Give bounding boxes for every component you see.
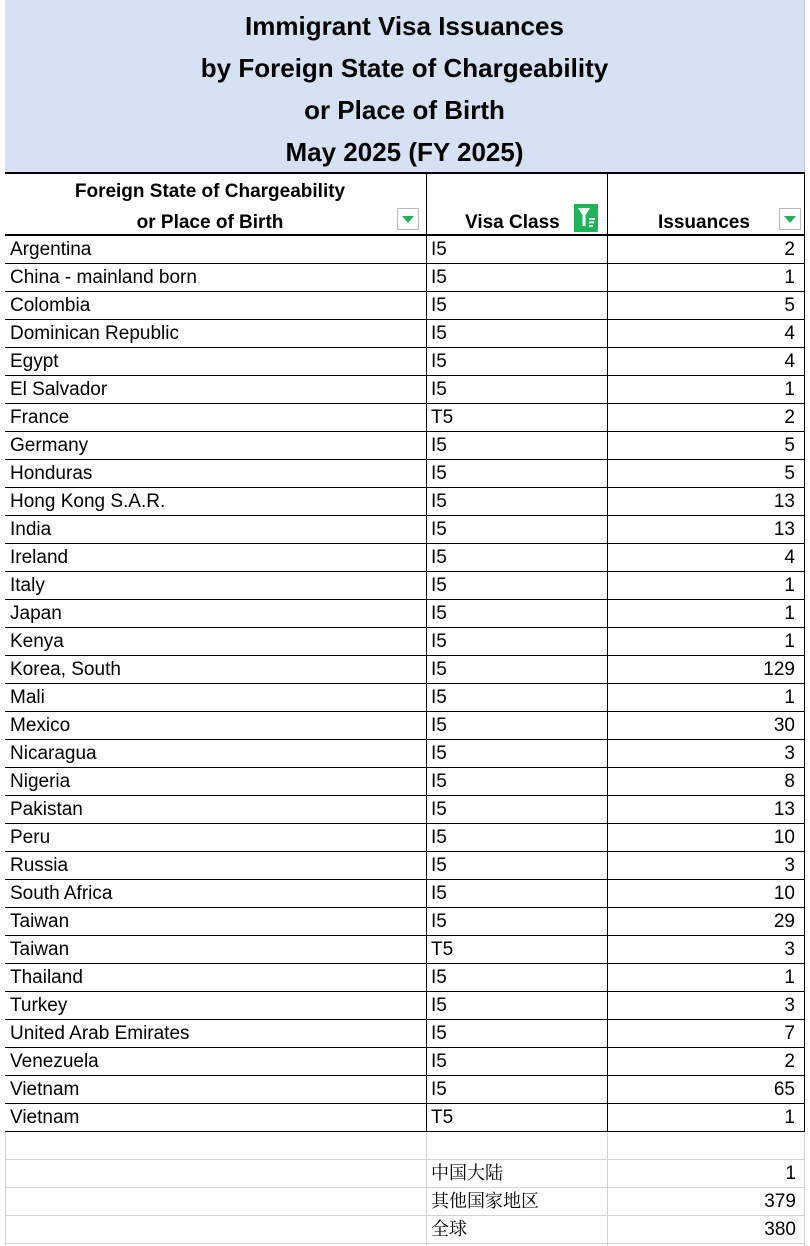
table-row[interactable] <box>5 740 805 768</box>
visa-class-cell[interactable]: I5 <box>426 236 607 263</box>
table-row[interactable] <box>5 236 805 264</box>
issuances-cell[interactable]: 1 <box>607 1104 805 1131</box>
visa-class-cell[interactable]: I5 <box>426 824 607 851</box>
visa-class-cell[interactable]: I5 <box>426 460 607 487</box>
visa-class-cell[interactable]: I5 <box>426 628 607 655</box>
header-issuances-label: Issuances <box>658 212 750 233</box>
visa-class-cell[interactable]: I5 <box>426 768 607 795</box>
issuances-cell[interactable]: 5 <box>607 432 805 459</box>
visa-class-cell[interactable]: I5 <box>426 684 607 711</box>
visa-class-cell[interactable]: I5 <box>426 376 607 403</box>
visa-class-cell[interactable]: I5 <box>426 292 607 319</box>
country-cell[interactable]: Nicaragua <box>10 743 97 764</box>
country-cell[interactable]: Vietnam <box>10 1107 80 1128</box>
country-cell[interactable]: Turkey <box>10 995 68 1016</box>
country-cell[interactable]: France <box>10 407 70 428</box>
visa-class-cell[interactable]: I5 <box>426 488 607 515</box>
visa-class-cell[interactable]: I5 <box>426 964 607 991</box>
issuances-cell[interactable]: 4 <box>607 348 805 375</box>
sheet-title <box>5 0 805 172</box>
table-row[interactable] <box>5 376 805 404</box>
country-cell[interactable]: Egypt <box>10 351 59 372</box>
table-row[interactable] <box>5 880 805 908</box>
header-visa-class-label: Visa Class <box>465 212 560 233</box>
table-row[interactable] <box>5 852 805 880</box>
summary-label: 全球 <box>431 1219 467 1240</box>
summary-value: 380 <box>764 1219 796 1240</box>
visa-class-cell[interactable]: I5 <box>426 852 607 879</box>
country-cell[interactable]: Peru <box>10 827 51 848</box>
country-cell[interactable]: Germany <box>10 435 89 456</box>
country-cell[interactable]: Vietnam <box>10 1079 80 1100</box>
issuances-cell[interactable]: 29 <box>607 908 805 935</box>
visa-class-cell[interactable]: I5 <box>426 572 607 599</box>
issuances-cell[interactable]: 1 <box>607 264 805 291</box>
table-row[interactable] <box>5 460 805 488</box>
title-line-2: by Foreign State of Chargeability <box>200 53 609 83</box>
issuances-cell[interactable]: 2 <box>607 236 805 263</box>
visa-class-cell[interactable]: T5 <box>426 1104 607 1131</box>
table-row[interactable] <box>5 964 805 992</box>
table-row[interactable] <box>5 264 805 292</box>
table-row[interactable] <box>5 628 805 656</box>
issuances-cell[interactable]: 1 <box>607 572 805 599</box>
summary-label: 中国大陆 <box>431 1163 503 1184</box>
visa-class-cell[interactable]: I5 <box>426 740 607 767</box>
visa-class-cell[interactable]: I5 <box>426 908 607 935</box>
issuances-cell[interactable]: 65 <box>607 1076 805 1103</box>
issuances-cell[interactable]: 7 <box>607 1020 805 1047</box>
filter-icon <box>574 204 598 232</box>
table-row[interactable] <box>5 404 805 432</box>
issuances-cell[interactable]: 3 <box>607 992 805 1019</box>
country-cell[interactable]: Honduras <box>10 463 93 484</box>
issuances-cell[interactable]: 13 <box>607 516 805 543</box>
chevron-down-icon <box>784 216 796 223</box>
visa-class-cell[interactable]: I5 <box>426 1020 607 1047</box>
summary-value: 1 <box>785 1163 796 1184</box>
table-row[interactable] <box>5 768 805 796</box>
summary-row-other-regions[interactable] <box>5 1188 805 1216</box>
table-row[interactable] <box>5 572 805 600</box>
table-row[interactable] <box>5 992 805 1020</box>
table-row[interactable] <box>5 1020 805 1048</box>
country-filter-dropdown[interactable] <box>397 208 419 230</box>
issuances-cell[interactable]: 30 <box>607 712 805 739</box>
header-country-line1: Foreign State of Chargeability <box>74 181 346 202</box>
country-cell[interactable]: Dominican Republic <box>10 323 179 344</box>
issuances-cell[interactable]: 1 <box>607 964 805 991</box>
visa-class-cell[interactable]: I5 <box>426 432 607 459</box>
visa-class-cell[interactable]: I5 <box>426 348 607 375</box>
country-cell[interactable]: Colombia <box>10 295 91 316</box>
table-row[interactable] <box>5 1104 805 1132</box>
issuances-cell[interactable]: 2 <box>607 1048 805 1075</box>
header-country[interactable] <box>5 174 426 234</box>
issuances-cell[interactable]: 10 <box>607 880 805 907</box>
country-cell[interactable]: Mexico <box>10 715 71 736</box>
table-row[interactable] <box>5 824 805 852</box>
visa-class-cell[interactable]: I5 <box>426 320 607 347</box>
issuances-cell[interactable]: 1 <box>607 628 805 655</box>
header-visa-class[interactable] <box>426 174 607 234</box>
visa-class-cell[interactable]: I5 <box>426 796 607 823</box>
summary-row-global[interactable] <box>5 1216 805 1244</box>
issuances-cell[interactable]: 3 <box>607 936 805 963</box>
issuances-cell[interactable]: 129 <box>607 656 805 683</box>
chevron-down-icon <box>402 216 414 223</box>
table-row[interactable] <box>5 908 805 936</box>
title-line-1: Immigrant Visa Issuances <box>245 11 564 41</box>
header-country-line2: or Place of Birth <box>136 212 284 233</box>
visa-class-cell[interactable]: I5 <box>426 992 607 1019</box>
table-row[interactable] <box>5 656 805 684</box>
table-row[interactable] <box>5 684 805 712</box>
summary-row-mainland-china[interactable] <box>5 1160 805 1188</box>
country-cell[interactable]: India <box>10 519 52 540</box>
table-row[interactable] <box>5 1076 805 1104</box>
country-cell[interactable]: Kenya <box>10 631 64 652</box>
summary-value: 379 <box>764 1191 796 1212</box>
table-row[interactable] <box>5 432 805 460</box>
country-cell[interactable]: United Arab Emirates <box>10 1023 190 1044</box>
country-cell[interactable]: Hong Kong S.A.R. <box>10 491 166 512</box>
country-cell[interactable]: Thailand <box>10 967 83 988</box>
country-cell[interactable]: Taiwan <box>10 911 70 932</box>
issuances-cell[interactable]: 1 <box>607 684 805 711</box>
visa-class-cell[interactable]: I5 <box>426 880 607 907</box>
table-row[interactable] <box>5 516 805 544</box>
issuances-cell[interactable]: 13 <box>607 796 805 823</box>
country-cell[interactable]: El Salvador <box>10 379 108 400</box>
issuances-cell[interactable]: 5 <box>607 292 805 319</box>
country-cell[interactable]: Korea, South <box>10 659 121 680</box>
country-cell[interactable]: Nigeria <box>10 771 71 792</box>
table-row[interactable] <box>5 488 805 516</box>
table-row[interactable] <box>5 292 805 320</box>
country-cell[interactable]: Japan <box>10 603 62 624</box>
visa-class-cell[interactable]: I5 <box>426 516 607 543</box>
issuances-cell[interactable]: 13 <box>607 488 805 515</box>
column-header-row <box>5 172 805 236</box>
visa-class-filter-button[interactable] <box>574 204 598 232</box>
issuances-cell[interactable]: 1 <box>607 376 805 403</box>
visa-class-cell[interactable]: I5 <box>426 712 607 739</box>
visa-class-cell[interactable]: I5 <box>426 544 607 571</box>
visa-class-cell[interactable]: I5 <box>426 264 607 291</box>
country-cell[interactable]: Taiwan <box>10 939 70 960</box>
table-row[interactable] <box>5 936 805 964</box>
table-row[interactable] <box>5 1048 805 1076</box>
visa-class-cell[interactable]: I5 <box>426 1076 607 1103</box>
issuances-cell[interactable]: 3 <box>607 852 805 879</box>
issuances-cell[interactable]: 4 <box>607 544 805 571</box>
issuances-cell[interactable]: 3 <box>607 740 805 767</box>
title-line-4: May 2025 (FY 2025) <box>285 137 524 167</box>
summary-label: 其他国家地区 <box>431 1191 539 1212</box>
country-cell[interactable]: Venezuela <box>10 1051 99 1072</box>
table-row[interactable] <box>5 348 805 376</box>
visa-class-cell[interactable]: I5 <box>426 1048 607 1075</box>
issuances-cell[interactable]: 5 <box>607 460 805 487</box>
header-issuances[interactable] <box>607 174 805 234</box>
issuances-cell[interactable]: 8 <box>607 768 805 795</box>
issuances-cell[interactable]: 10 <box>607 824 805 851</box>
table-row[interactable] <box>5 544 805 572</box>
country-cell[interactable]: Italy <box>10 575 45 596</box>
issuances-cell[interactable]: 2 <box>607 404 805 431</box>
issuances-cell[interactable]: 4 <box>607 320 805 347</box>
visa-class-cell[interactable]: I5 <box>426 600 607 627</box>
visa-class-cell[interactable]: T5 <box>426 404 607 431</box>
visa-class-cell[interactable]: I5 <box>426 656 607 683</box>
visa-class-cell[interactable]: T5 <box>426 936 607 963</box>
table-row[interactable] <box>5 600 805 628</box>
table-row[interactable] <box>5 320 805 348</box>
country-cell[interactable]: Ireland <box>10 547 69 568</box>
country-cell[interactable]: South Africa <box>10 883 113 904</box>
table-row[interactable] <box>5 796 805 824</box>
country-cell[interactable]: China - mainland born <box>10 267 197 288</box>
country-cell[interactable]: Pakistan <box>10 799 83 820</box>
title-line-3: or Place of Birth <box>304 95 505 125</box>
country-cell[interactable]: Mali <box>10 687 45 708</box>
issuances-filter-dropdown[interactable] <box>779 208 801 230</box>
country-cell[interactable]: Argentina <box>10 239 92 260</box>
table-row[interactable] <box>5 712 805 740</box>
table-body <box>5 236 805 1132</box>
issuances-cell[interactable]: 1 <box>607 600 805 627</box>
country-cell[interactable]: Russia <box>10 855 69 876</box>
